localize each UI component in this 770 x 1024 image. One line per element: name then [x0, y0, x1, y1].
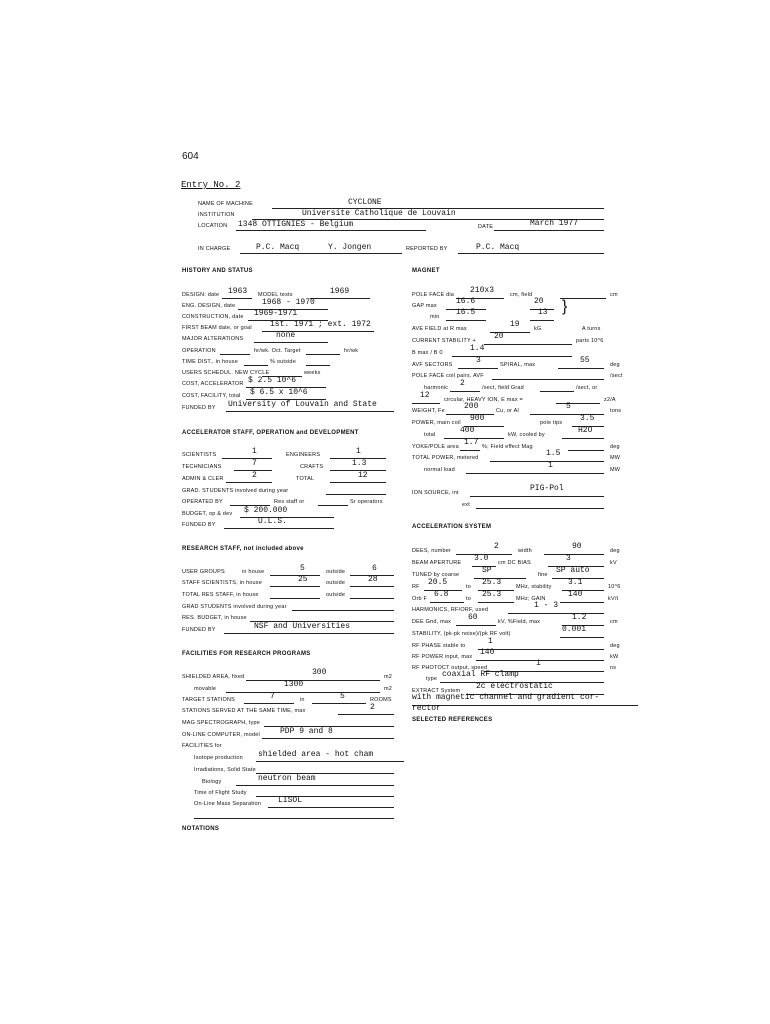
rf-to: to	[466, 584, 471, 590]
sci-value: 1	[252, 447, 257, 456]
orb-to: to	[466, 596, 471, 602]
time-unit: % outside	[270, 359, 296, 365]
totpower-unit: MW	[610, 455, 621, 461]
magspec-label: MAG SPECTROGRAPH, type	[182, 720, 261, 726]
target-value: 7	[270, 692, 275, 701]
gap-min-field-value: 13	[538, 308, 548, 317]
harm-label: HARMONICS, RF/ORF, used	[412, 607, 489, 613]
groups-in-value: 5	[300, 564, 305, 573]
tech-label: TECHNICIANS	[182, 464, 222, 470]
current-unit: parts 10^6	[576, 338, 604, 344]
operation-label: OPERATION	[182, 348, 216, 354]
power-label: POWER, main coil	[412, 420, 461, 426]
harm-value: 1 - 3	[534, 601, 559, 610]
grad-label: GRAD. STUDENTS involved during year	[182, 488, 289, 494]
movable-value: 1300	[284, 680, 304, 689]
avf-label: AVF SECTORS	[412, 362, 453, 368]
rfphase-unit: deg	[610, 643, 620, 649]
total-label: TOTAL	[296, 476, 315, 482]
ext-label: ext	[462, 502, 470, 508]
page-number: 604	[182, 151, 199, 162]
extract-value-2: with magnetic channel and gradient cor-	[412, 693, 600, 702]
yoke-value: 1.7	[464, 438, 479, 447]
weight-cu-label: Cu, or Al	[496, 408, 519, 414]
circular-label: circular, HEAVY ION, E max =	[444, 397, 523, 403]
normal-value: 1	[548, 461, 553, 470]
isotope-value: shielded area - hot cham	[258, 750, 374, 759]
major-label: MAJOR ALTERATIONS	[182, 336, 244, 342]
bmax-label: B max / B 0	[412, 350, 443, 356]
spiral-value: 55	[580, 356, 590, 365]
location-label: LOCATION	[198, 223, 228, 229]
gap-field-value: 20	[534, 297, 544, 306]
dee-value: 60	[468, 613, 478, 622]
incharge-value-1: P.C. Macq	[256, 243, 300, 252]
bracket-mark: }	[562, 298, 568, 315]
facil-label: FACILITIES for	[182, 743, 222, 749]
crafts-label: CRAFTS	[300, 464, 324, 470]
operated-mid: Res staff or	[274, 499, 305, 505]
total-value: 12	[358, 471, 368, 480]
power-value: 900	[470, 414, 485, 423]
normal-unit: MW	[610, 467, 621, 473]
operated-label: OPERATED BY	[182, 499, 223, 505]
eng2-label: ENGINEERS	[286, 452, 321, 458]
operation-unit-2: hr/wk	[344, 348, 359, 354]
tech-value: 7	[252, 459, 257, 468]
avf-value: 3	[476, 356, 481, 365]
poleface-unit-2: cm	[610, 292, 618, 298]
rfpower-label: RF POWER input, max	[412, 654, 473, 660]
type-label: type	[426, 676, 438, 682]
poleface-unit: cm, field	[510, 292, 533, 298]
funded2-value: U.L.S.	[258, 517, 287, 526]
staffsci-out-label: outside	[326, 580, 346, 586]
extract-label: EXTRACT System	[412, 688, 461, 694]
current-value: 20	[494, 332, 504, 341]
machine-label: NAME OF MACHINE	[198, 201, 253, 207]
users-label: USERS SCHEDUL. NEW CYCLE	[182, 370, 270, 376]
movable-unit: m2	[384, 686, 393, 692]
groups-label: USER GROUPS	[182, 569, 225, 575]
poleface-value: 210x3	[470, 286, 495, 295]
beam-label: BEAM APERTURE	[412, 560, 462, 566]
rf-unit: MHz, stability	[516, 584, 552, 590]
spiral-unit: deg	[610, 362, 620, 368]
polecoils-unit: /sect	[610, 373, 623, 379]
target-label: TARGET STATIONS	[182, 697, 236, 703]
orb-a-value: 6.8	[434, 590, 449, 599]
ave-unit: kG	[534, 326, 542, 332]
rf-label: RF	[412, 584, 420, 590]
tuned-value: SP	[482, 566, 492, 575]
poleface-label: POLE FACE dia	[412, 292, 455, 298]
stab-label: STABILITY, (pk-pk noise)/(pk RF volt)	[412, 631, 511, 637]
rooms-label: ROOMS	[370, 697, 392, 703]
movable-label: movable	[194, 686, 217, 692]
rf-b-value: 25.3	[482, 578, 502, 587]
rfpower-unit: kW	[610, 654, 619, 660]
funded2-label: FUNDED BY	[182, 522, 216, 528]
operation-unit: hr/wk. Oct. Target	[254, 348, 301, 354]
normal-label: normal load	[424, 467, 455, 473]
budget-value: $ 200.000	[244, 506, 288, 515]
reported-value: P.C. Macq	[476, 243, 520, 252]
location-value: 1348 OTTIGNIES - Belgium	[238, 220, 354, 229]
photo-value: 1	[536, 659, 541, 668]
resbudget-label: RES. BUDGET, in house	[182, 615, 247, 621]
totpower-value: 1.5	[546, 449, 561, 458]
target-mid: in	[300, 697, 305, 703]
bio-label: Biology	[202, 779, 222, 785]
tof-label: Time of Flight Study	[194, 790, 247, 796]
cooled-value: H2O	[578, 426, 593, 435]
orb-gain-value: 140	[568, 590, 583, 599]
funded-value: University of Louvain and State	[228, 400, 377, 409]
tuned-fine-value: SP auto	[556, 566, 590, 575]
type-value: coaxial RF clamp	[442, 670, 519, 679]
extract-value: 2c electrostatic	[476, 682, 553, 691]
groups-out: outside	[326, 569, 346, 575]
weight-cu-value: 5	[566, 402, 571, 411]
staffsci-in-value: 25	[298, 575, 308, 584]
dee-unit: cm	[610, 619, 618, 625]
rfphase-value: 1	[488, 637, 493, 646]
funded-label: FUNDED BY	[182, 405, 216, 411]
admin-value: 2	[252, 471, 257, 480]
eng-value: 1968 - 1970	[262, 298, 315, 307]
dees-label: DEES, number	[412, 548, 452, 554]
harmonic-value: 2	[460, 379, 465, 388]
rf-stab-value: 3.1	[568, 578, 583, 587]
funded3-value: NSF and Universities	[254, 622, 351, 631]
orb-b-value: 25.3	[482, 590, 502, 599]
totpower-label: TOTAL POWER, metered	[412, 455, 479, 461]
width-label: width	[518, 548, 532, 554]
shield-label: SHIELDED AREA, fixed	[182, 674, 245, 680]
admin-label: ADMIN & CLER	[182, 476, 224, 482]
date-value: March 1977	[530, 219, 579, 228]
cost-acc-label: COST, ACCELERATOR	[182, 381, 244, 387]
operated-end: Sr operators	[350, 499, 383, 505]
shield-value: 300	[312, 668, 327, 677]
design-value: 1963	[228, 287, 248, 296]
dee-f-value: 1.2	[572, 613, 587, 622]
constr-label: CONSTRUCTION, date	[182, 314, 244, 320]
power-pt-value: 3.5	[580, 414, 595, 423]
gap-min-value: 16.5	[456, 308, 476, 317]
beam-value: 3.0	[474, 554, 489, 563]
dee-mid: kV, %Field, max	[498, 619, 541, 625]
users-unit: weeks	[304, 370, 321, 376]
extract-value-3: rector	[412, 704, 441, 713]
crafts-value: 1.3	[352, 459, 367, 468]
total-power-sub-value: 400	[460, 426, 475, 435]
tuned-fine-label: fine	[538, 572, 548, 578]
date-label: DATE	[478, 224, 494, 230]
rfpower-value: 140	[480, 648, 495, 657]
beam-bias-value: 3	[566, 554, 571, 563]
sci-label: SCIENTISTS	[182, 452, 217, 458]
stab-value: 0.001	[562, 625, 587, 634]
funded3-label: FUNDED BY	[182, 627, 216, 633]
total-power-unit: kW, cooled by	[508, 432, 545, 438]
gap-max-value: 16.6	[456, 297, 476, 306]
target-rooms-value: 5	[340, 692, 345, 701]
ionsrc-label: ION SOURCE, int	[412, 490, 459, 496]
eng-label: ENG. DESIGN, date	[182, 303, 236, 309]
dee-label: DEE Gnd, max	[412, 619, 452, 625]
rfphase-label: RF PHASE stable to	[412, 643, 466, 649]
notations-title: NOTATIONS	[182, 826, 220, 832]
major-value: none	[276, 331, 296, 340]
design-label: DESIGN: date	[182, 292, 220, 298]
isotope-label: Isotope production	[194, 755, 243, 761]
totalres-label: TOTAL RES STAFF, in house	[182, 592, 259, 598]
ave-unit-2: A turns	[582, 326, 601, 332]
rf-unit-2: 10^6	[608, 584, 621, 590]
dees-value: 2	[494, 542, 499, 551]
shield-unit: m2	[384, 674, 393, 680]
refs-title: SELECTED REFERENCES	[412, 717, 493, 723]
harmonic-mid: /sect, field Grad	[482, 385, 524, 391]
online-mass-value: LISOL	[278, 796, 303, 805]
budget-label: BUDGET, op & dev	[182, 511, 233, 517]
accel-title: ACCELERATION SYSTEM	[412, 524, 492, 530]
reported-label: REPORTED BY	[406, 246, 448, 252]
entry-number: Entry No. 2	[181, 180, 241, 190]
circular-value: 12	[420, 391, 430, 400]
harmonic-label: harmonic	[424, 385, 449, 391]
width-value: 90	[572, 542, 582, 551]
weight-value: 200	[464, 402, 479, 411]
groups-out-value: 6	[372, 564, 377, 573]
machine-value: CYCLONE	[348, 198, 382, 207]
staff-title: ACCELERATOR STAFF, OPERATION and DEVELOPMENT	[182, 430, 359, 436]
constr-value: 1969-1971	[254, 309, 298, 318]
research-title: RESEARCH STAFF, not included above	[182, 546, 304, 552]
yoke-label: YOKE/POLE area	[412, 444, 459, 450]
photo-unit: ns	[610, 665, 617, 671]
incharge-value-2: Y. Jongen	[328, 243, 372, 252]
gap-min-label: min	[430, 314, 440, 320]
beam-unit: kV	[610, 560, 617, 566]
firstbeam-value: 1st. 1971 ; ext. 1972	[270, 320, 371, 329]
time-label: TIME DIST., in house	[182, 359, 238, 365]
online-value: PDP 9 and 8	[280, 727, 333, 736]
institution-label: INSTITUTION	[198, 212, 235, 218]
tuned-label: TUNED by coarse	[412, 572, 460, 578]
photo-label: RF PHOTOCT output, speed	[412, 665, 488, 671]
yoke-unit: deg	[610, 444, 620, 450]
ave-label: AVE FIELD at R max	[412, 326, 467, 332]
model-label: MODEL tests	[258, 292, 293, 298]
current-label: CURRENT STABILITY +	[412, 338, 476, 344]
firstbeam-label: FIRST BEAM date, or goal	[182, 325, 252, 331]
bmax-value: 1.4	[470, 344, 485, 353]
facilities-title: FACILITIES FOR RESEARCH PROGRAMS	[182, 651, 311, 657]
yoke-mid: %; Field effect Mag	[482, 444, 533, 450]
cost-fac-value: $ 6.5 x 10^6	[250, 388, 308, 397]
stations-value: 2	[370, 703, 375, 712]
width-unit: deg	[610, 548, 620, 554]
online-label: ON-LINE COMPUTER, model	[182, 732, 260, 738]
ionsrc-value: PIG-Pol	[530, 484, 564, 493]
power-mid: pole tips	[540, 420, 563, 426]
cost-fac-label: COST, FACILITY, total	[182, 393, 241, 399]
groups-in: in house	[242, 569, 265, 575]
beam-mid: cm DC BIAS	[498, 560, 531, 566]
history-title: HISTORY AND STATUS	[182, 268, 253, 274]
online-mass-label: On-Line Mass Separation	[194, 801, 261, 807]
cost-acc-value: $ 2.5 10^6	[248, 376, 297, 385]
gap-label: GAP max	[412, 303, 437, 309]
total-power-sub-label: total	[424, 432, 436, 438]
incharge-label: IN CHARGE	[198, 246, 231, 252]
eng2-value: 1	[356, 447, 361, 456]
spiral-label: SPIRAL, max	[500, 362, 536, 368]
orb-unit: kV/t	[608, 596, 619, 602]
irrad-label: Irradiations, Solid State	[194, 767, 256, 773]
weight-label: WEIGHT, Fe	[412, 408, 445, 414]
polecoils-label: POLE FACE coil pairs, AVF	[412, 373, 484, 379]
weight-unit: tons	[610, 408, 622, 414]
circular-unit: z2/A	[604, 397, 616, 403]
staffsci-out-value: 28	[368, 575, 378, 584]
gradres-label: GRAD STUDENTS involved during year	[182, 604, 287, 610]
stations-label: STATIONS SERVED AT THE SAME TIME, max	[182, 708, 306, 714]
bio-value: neutron beam	[258, 774, 316, 783]
totalres-out: outside	[326, 592, 346, 598]
staffsci-label: STAFF SCIENTISTS, in house	[182, 580, 262, 586]
institution-value: Universite Catholique de Louvain	[302, 209, 456, 218]
rf-a-value: 20.5	[428, 578, 448, 587]
magnet-title: MAGNET	[412, 268, 440, 274]
orb-mid: MHz; GAIN	[516, 596, 546, 602]
model-value: 1969	[330, 287, 350, 296]
ave-value: 19	[510, 320, 520, 329]
orb-label: Orb F	[412, 596, 428, 602]
harmonic-end: /sect, or	[576, 385, 598, 391]
